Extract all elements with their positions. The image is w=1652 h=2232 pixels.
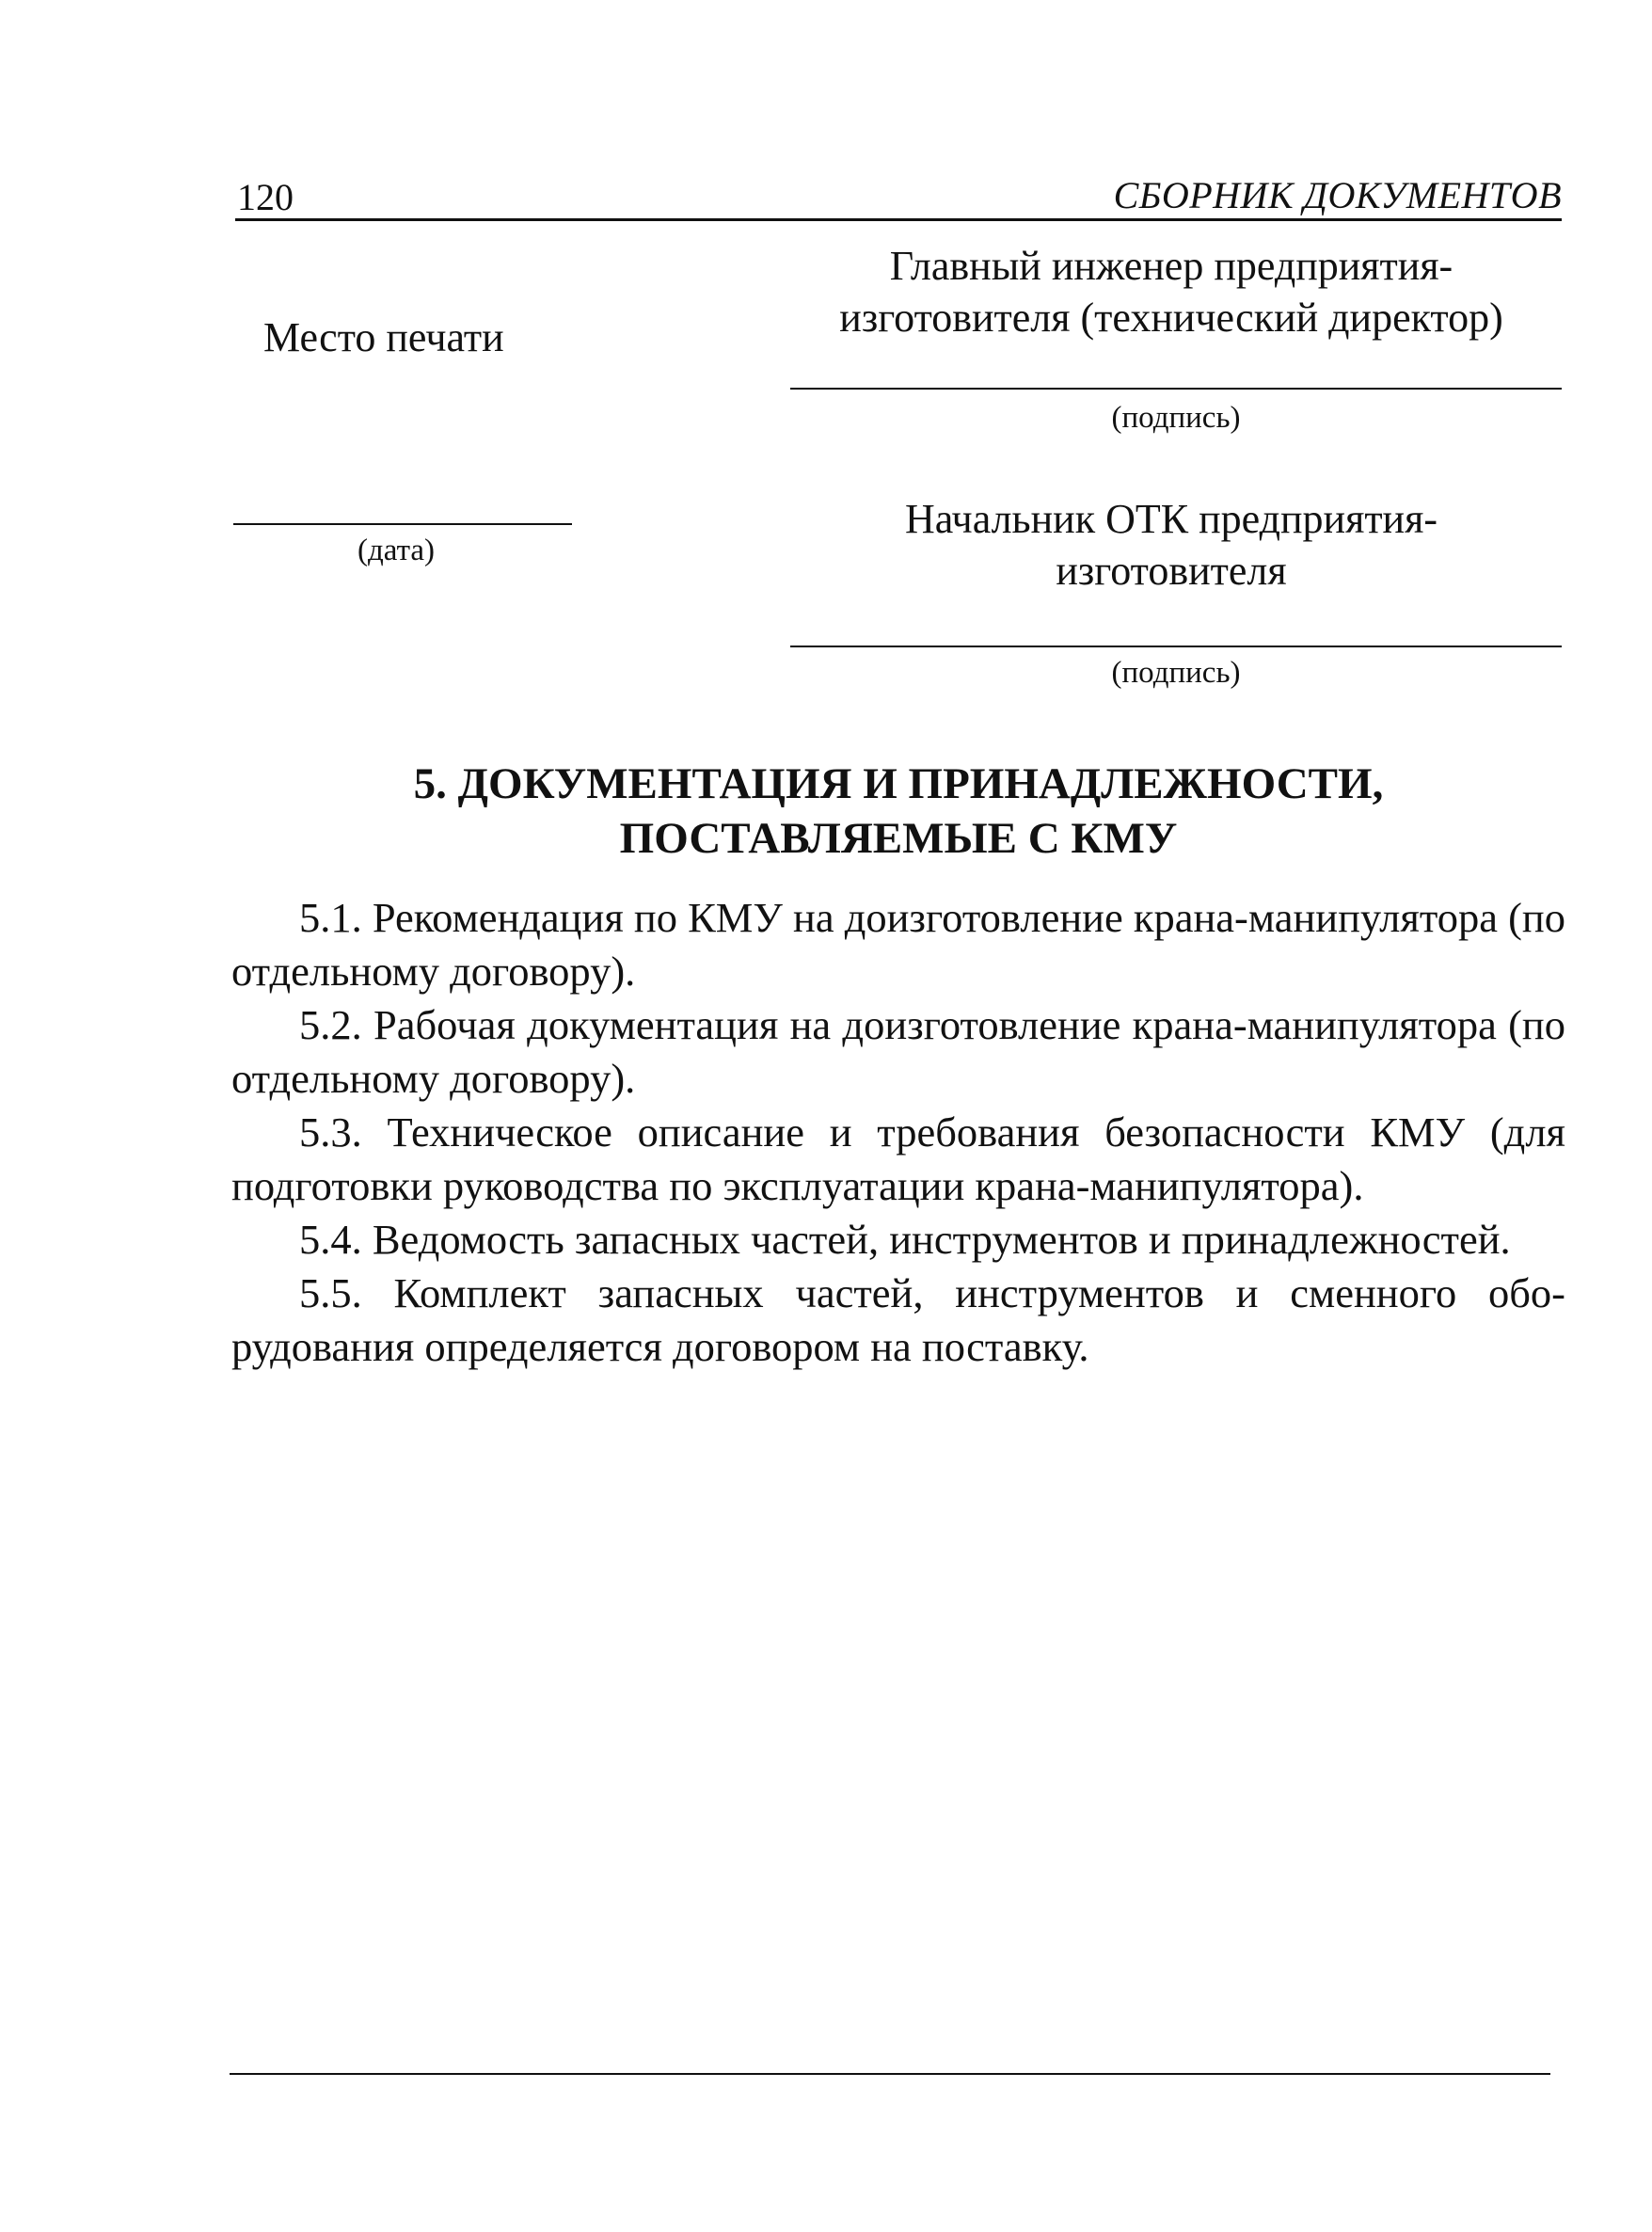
chief-engineer-title-line-1: Главный инженер предприятия- bbox=[889, 243, 1453, 289]
footer-rule bbox=[230, 2073, 1550, 2075]
date-caption: (дата) bbox=[357, 534, 436, 567]
otk-head-title bbox=[781, 493, 1562, 598]
list-item: 5.3. Техническое описание и требования безопасности КМУ (для подготовки руководства по эксплуатации крана-манипулятора). bbox=[231, 1108, 1565, 1209]
list-item: 5.2. Рабочая документация на доизготовление крана-манипулятора (по отдельному договору). bbox=[231, 1001, 1565, 1102]
page-number: 120 bbox=[237, 176, 294, 218]
otk-head-title-line-1: Начальник ОТК предприятия- bbox=[905, 496, 1438, 542]
chief-engineer-title bbox=[781, 240, 1562, 344]
chief-engineer-title-line-2: изготовителя (технический директор) bbox=[839, 295, 1503, 342]
otk-head-signature-line bbox=[790, 646, 1562, 647]
running-header bbox=[235, 162, 1562, 221]
section-heading-line-2: ПОСТАВЛЯЕМЫЕ С КМУ bbox=[619, 813, 1178, 863]
chief-engineer-signature-line bbox=[790, 388, 1562, 390]
section-heading-line-1: 5. ДОКУМЕНТАЦИЯ И ПРИНАДЛЕЖНОСТИ, bbox=[413, 759, 1384, 808]
section-body bbox=[231, 891, 1565, 1374]
list-item: 5.1. Рекомендация по КМУ на доизготовление крана-манипулятора (по отдельному договору). bbox=[231, 894, 1565, 995]
otk-head-signature-caption: (подпись) bbox=[1111, 656, 1241, 690]
list-item: 5.5. Комплект запасных частей, инструментов и сменного оборудования определяется договором на поставку. bbox=[231, 1269, 1565, 1370]
list-item: 5.4. Ведомость запасных частей, инструментов и принадлежностей. bbox=[299, 1216, 1511, 1263]
otk-head-title-line-2: изготовителя bbox=[1056, 548, 1287, 595]
chief-engineer-signature-caption: (подпись) bbox=[1111, 401, 1241, 435]
date-line bbox=[233, 523, 572, 525]
stamp-place-label: Место печати bbox=[263, 314, 504, 360]
section-heading bbox=[235, 757, 1562, 867]
running-title: СБОРНИК ДОКУМЕНТОВ bbox=[1113, 174, 1562, 216]
